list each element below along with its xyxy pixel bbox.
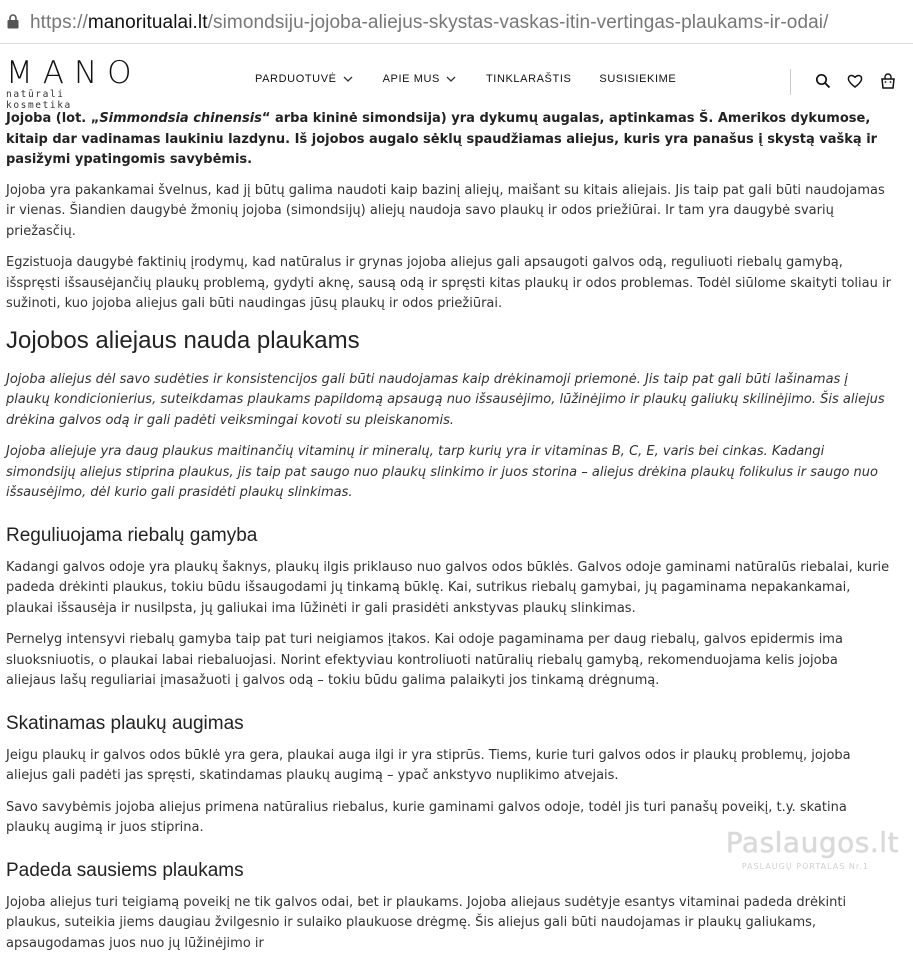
nav-item-label: APIE MUS [382, 73, 440, 85]
lead-text: “ arba kininė simondsija) yra dykumų augalas, aptinkamas Š. Amerikos dykumose, kitaip dar vadinamas laukiniu lazdynu. Iš jojobos augalo sėklų spaudžiamas aliejus, kuris yra panašus į skystą vašką ir pasižymi ypatingomis savybėmis. [6, 111, 878, 167]
nav-item-contact[interactable] [599, 73, 676, 85]
logo-wordmark: MANO [6, 55, 142, 91]
article-lead [6, 109, 891, 171]
cart-icon[interactable] [880, 73, 896, 89]
header-divider [790, 69, 791, 95]
paragraph: Egzistuoja daugybė faktinių įrodymų, kad natūralus ir grynas jojoba aliejus gali apsaugoti galvos odą, reguliuoti riebalų gamybą, išspręsti išsausėjančių plaukų problemą, gydyti aknę, sausą odą ir spręsti kitas plaukų ir odos problemas. Todėl siūlome skaityti toliau ir sužinoti, kuo jojoba aliejus gali būti naudingas jūsų plaukų ir odos priežiūrai. [6, 255, 891, 311]
search-icon[interactable] [815, 73, 831, 89]
main-nav [255, 73, 706, 85]
italic-paragraph: Jojoba aliejuje yra daug plaukus maitinančių vitaminų ir mineralų, tarp kurių yra ir vitaminas B, C, E, varis bei cinkas. Kadangi simondsijų aliejus stiprina plaukus, jis taip pat saugo nuo plaukų slinkimo ir juos storina – aliejus drėkina plaukų folikulus ir saugo nuo išsausėjimo, dėl kurio gali prasidėti plaukų slinkimas. [6, 444, 878, 500]
subsection-heading: Reguliuojama riebalų gamyba [6, 524, 258, 546]
watermark-tagline: PASLAUGŲ PORTALAS [741, 862, 846, 871]
lock-icon [7, 14, 19, 29]
logo-tagline: natūrali kosmetika [6, 89, 72, 111]
nav-item-label: TINKLARAŠTIS [485, 73, 572, 85]
paragraph: Jojoba aliejus turi teigiamą poveikį ne tik galvos odai, bet ir plaukams. Jojoba aliejaus sudėtyje esantys vitaminai padeda drėkinti plaukus, suteikia jiems daugiau žvilgesnio ir sulaiko plaukuose drėgmę. Šis aliejus gali būti naudojamas ir plaukų galiukams, apsaugodamas juos nuo jų lūžinėjimo ir [6, 894, 847, 951]
paragraph: Kadangi galvos odoje yra plaukų šaknys, plaukų ilgis priklauso nuo galvos odos būklės. Galvos odoje gaminami natūralūs riebalai, kurie padeda drėkinti plaukus, tokiu būdu išsaugodami jų tinkamą būklę. Kai, sutrikus riebalų gamybai, jų pagaminama nepakankamai, plaukai išsausėja ir nusilpsta, jų galiukai ima lūžinėti ir gali prasidėti ankstyvas plaukų slinkimas. [6, 559, 890, 616]
nav-item-about[interactable] [383, 73, 456, 85]
nav-item-shop[interactable] [255, 73, 353, 85]
watermark-badge: Nr.1 [848, 862, 869, 871]
nav-item-label: SUSISIEKIME [599, 73, 677, 85]
paragraph: Jeigu plaukų ir galvos odos būklė yra gera, plaukai auga ilgi ir yra stiprūs. Tiems, kurie turi galvos odos ir plaukų problemų, jojoba aliejus gali padėti jas spręsti, skatindamas plaukų augimą – ypač ankstyvo nuplikimo atvejais. [6, 747, 851, 783]
nav-item-blog[interactable] [486, 73, 571, 85]
latin-name: Simmondsia chinensis [99, 111, 262, 126]
chevron-down-icon [343, 76, 353, 83]
nav-item-label: PARDUOTUVĖ [255, 73, 337, 85]
watermark-text: Paslaugos.lt [725, 826, 899, 859]
subsection-heading: Skatinamas plaukų augimas [6, 712, 244, 734]
url-path: /simondsiju-jojoba-aliejus-skystas-vaskas-itin-vertingas-plaukams-ir-odai/ [207, 12, 829, 33]
url-domain: manoritualai.lt [87, 12, 208, 33]
url-scheme: https:// [30, 12, 88, 33]
watermark [725, 826, 909, 876]
italic-paragraph: Jojoba aliejus dėl savo sudėties ir konsistencijos gali būti naudojamas kaip drėkinamoji priemonė. Jis taip pat gali būti lašinamas į plaukų kondicionierius, suteikdamas plaukams papildomą apsaugą nuo išsausėjimo, lūžinėjimo ir plaukų galiukų skilinėjimo. Šis aliejus drėkina galvos odą ir gali padėti veiksmingai kovoti su pleiskanomis. [6, 371, 885, 428]
url-text[interactable] [30, 12, 829, 34]
heart-icon[interactable] [847, 73, 863, 89]
site-logo[interactable] [6, 55, 142, 111]
subsection-heading: Padeda sausiems plaukams [6, 859, 244, 881]
section-heading: Jojobos aliejaus nauda plaukams [6, 326, 360, 354]
lead-text: Jojoba (lot. „ [6, 111, 100, 126]
paragraph: Jojoba yra pakankamai švelnus, kad jį būtų galima naudoti kaip bazinį aliejų, maišant su kitais aliejais. Jis taip pat gali būti naudojamas ir vienas. Šiandien daugybė žmonių jojoba (simondsijų) aliejų naudoja savo plaukų ir odos priežiūrai. Ir tam yra daugybė svarių priežasčių. [6, 182, 885, 239]
address-bar[interactable] [0, 0, 913, 44]
site-header [0, 45, 913, 111]
chevron-down-icon [446, 76, 456, 83]
paragraph: Savo savybėmis jojoba aliejus primena natūralius riebalus, kurie gaminami galvos odoje, todėl jis turi panašų poveikį, t.y. skatina plaukų augimą ir juos stiprina. [6, 799, 847, 835]
watermark-subtext [742, 862, 869, 871]
paragraph: Pernelyg intensyvi riebalų gamyba taip pat turi neigiamos įtakos. Kai odoje pagaminama per daug riebalų, galvos epidermis ima sluoksniuotis, o plaukai labai riebaluojasi. Norint efektyviau kontroliuoti natūralių riebalų gamybą, rekomenduojama kelis jojoba aliejaus lašų reguliariai įmasažuoti į galvos odą – tokiu būdu galima palaikyti jos tinkamą drėgnumą. [6, 632, 843, 688]
